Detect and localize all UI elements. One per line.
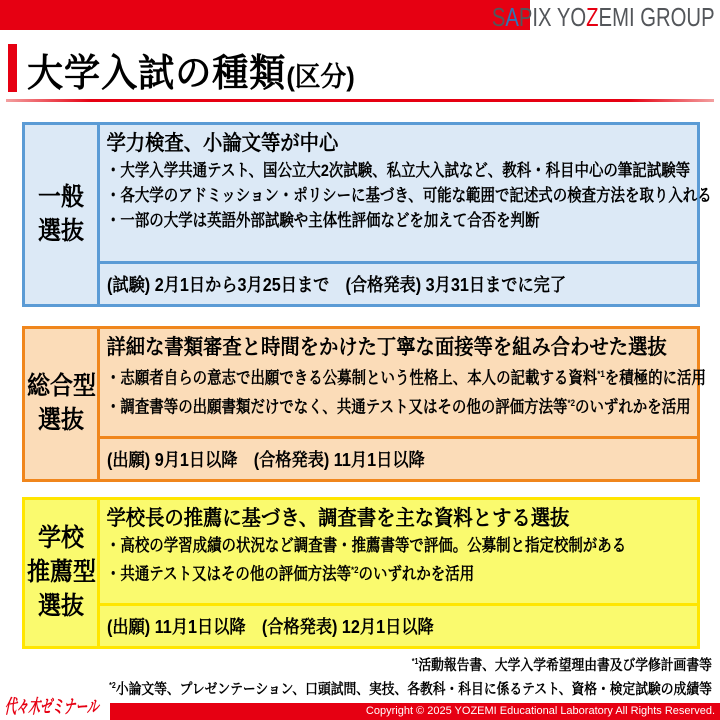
top-red-bar: [0, 0, 530, 30]
bullet-item: ・調査書等の出願書類だけでなく、共通テスト又はその他の評価方法等$^{*2}$のいずれかを活用: [105, 397, 691, 417]
label-school-recommendation-selection: [25, 500, 100, 646]
bullet-item: ・共通テスト又はその他の評価方法等$^{*2}$のいずれかを活用: [105, 564, 475, 584]
bullet-item: ・志願者自らの意志で出願できる公募制という性格上、本人の記載する資料$^{*1}$を積極的に活用: [105, 368, 706, 388]
schedule-text: (試験) 2月1日から3月25日まで (合格発表) 3月31日までに完了: [107, 275, 567, 295]
content-general-selection: [100, 125, 712, 304]
headline: 学校長の推薦に基づき、調査書を主な資料とする選抜: [106, 507, 570, 530]
page-title: [27, 42, 355, 97]
yozemi-logo: 代々木ゼミナール: [4, 697, 100, 718]
label-line: 一般: [37, 182, 84, 211]
label-line: 総合型: [26, 372, 96, 401]
box-general-selection: [22, 122, 712, 307]
footnotes: [27, 652, 712, 700]
schedule-text: (出願) 11月1日以降 (合格発表) 12月1日以降: [107, 617, 434, 637]
box-school-recommendation-selection: [22, 497, 700, 649]
bottom-red-bar: [110, 703, 720, 720]
copyright-text: Copyright © 2025 YOZEMI Educational Laboratory All Rights Reserved.: [365, 705, 715, 717]
bullet-item: ・各大学のアドミッション・ポリシーに基づき、可能な範囲で記述式の検査方法を取り入れる: [105, 186, 712, 205]
brand-logo: SAPIX YOZEMI GROUP: [492, 2, 715, 32]
label-line: 選抜: [37, 591, 84, 620]
page-title-sub: (区分): [286, 62, 355, 92]
label-line: 選抜: [37, 406, 84, 434]
title-accent-bar: [8, 44, 17, 92]
bullet-item: ・大学入学共通テスト、国公立大2次試験、私立大入試など、教科・科目中心の筆記試験等: [105, 161, 691, 180]
label-line: 推薦型: [26, 558, 96, 587]
headline: 詳細な書類審査と時間をかけた丁寧な面接等を組み合わせた選抜: [106, 336, 667, 359]
label-line: 学校: [37, 524, 84, 553]
footnote-2: $^{*2}$小論文等、プレゼンテーション、口頭試問、実技、各教科・科目に係るテスト、資格・検定試験の成績等: [109, 680, 713, 698]
headline: 学力検査、小論文等が中心: [106, 132, 339, 155]
footnote-1: $^{*1}$活動報告書、大学入学希望理由書及び学修計画書等: [411, 657, 712, 674]
content-school-recommendation-selection: [100, 500, 697, 646]
page-title-main: 大学入試の種類: [27, 53, 287, 95]
label-general-selection: [25, 125, 100, 304]
label-line: 選抜: [37, 216, 84, 245]
label-comprehensive-selection: [25, 329, 100, 479]
title-underline: [6, 99, 714, 102]
bullet-item: ・高校の学習成績の状況など調査書・推薦書等で評価。公募制と指定校制がある: [105, 536, 627, 555]
schedule-row: [100, 261, 697, 304]
schedule-row: [100, 436, 697, 479]
schedule-text: (出願) 9月1日以降 (合格発表) 11月1日以降: [107, 450, 425, 470]
content-comprehensive-selection: [100, 329, 706, 479]
schedule-row: [100, 603, 697, 646]
bullet-item: ・一部の大学は英語外部試験や主体性評価などを加えて合否を判断: [105, 211, 540, 230]
box-comprehensive-selection: [22, 326, 706, 482]
